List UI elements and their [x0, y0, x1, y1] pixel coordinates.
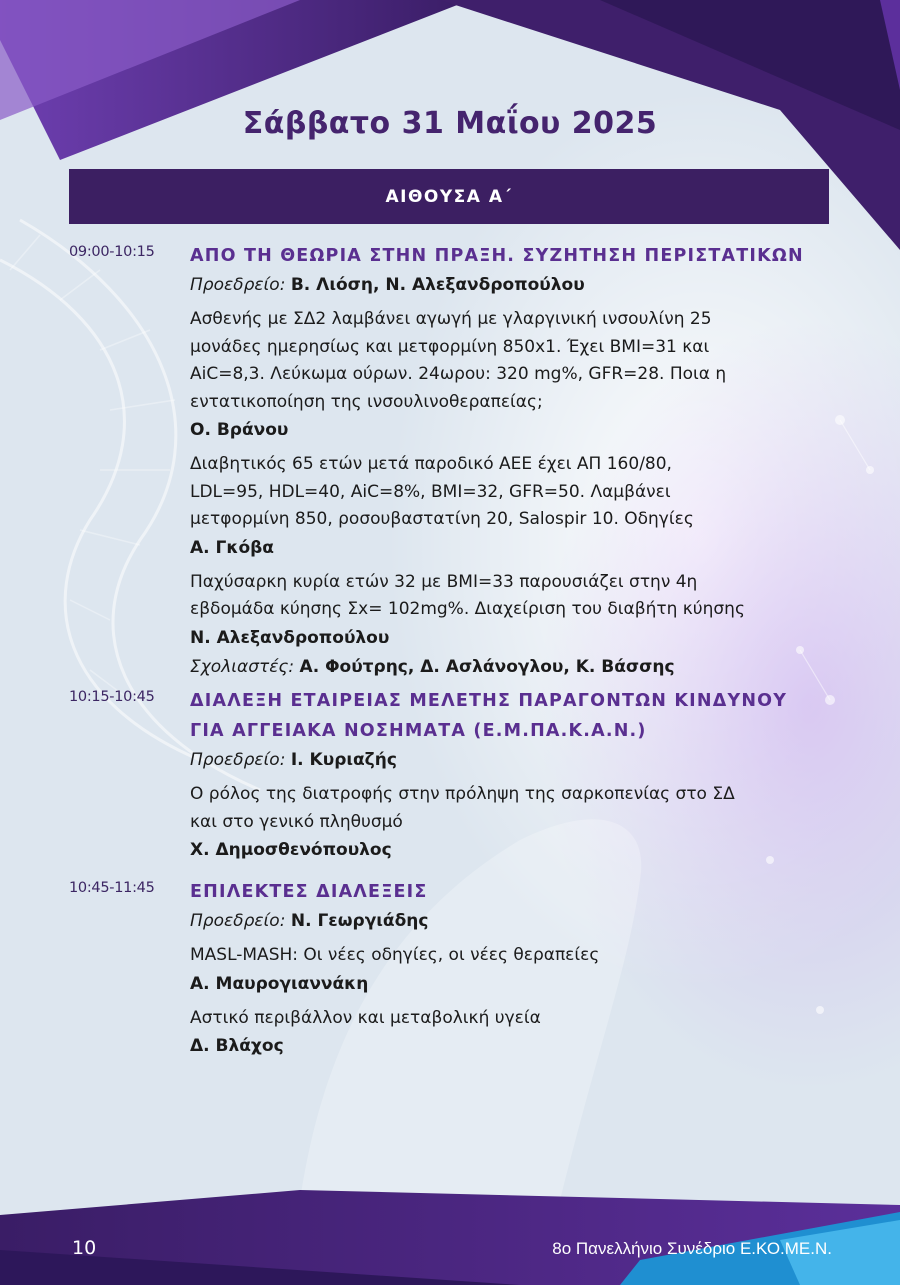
- chair-line: [190, 746, 835, 775]
- commentators-label: Σχολιαστές:: [190, 656, 295, 677]
- hall-label: ΑΙΘΟΥΣΑ Α΄: [385, 186, 513, 207]
- talk-line: εντατικοποίηση της ινσουλινοθεραπείας;: [190, 391, 543, 412]
- session-1: [69, 241, 839, 682]
- session-time: 10:15-10:45: [69, 689, 155, 705]
- footer-conference-name: 8ο Πανελλήνιο Συνέδριο Ε.ΚΟ.ΜΕ.Ν.: [552, 1239, 832, 1258]
- talk-line: AiC=8,3. Λεύκωμα ούρων. 24ωρου: 320 mg%, GFR=28. Ποια η: [190, 364, 727, 384]
- chair-label: Προεδρείο:: [190, 750, 286, 770]
- talk-title: [190, 1005, 835, 1033]
- chair-line: [190, 907, 835, 936]
- session-title-line: ΓΙΑ ΑΓΓΕΙΑΚΑ ΝΟΣΗΜΑΤΑ (Ε.Μ.ΠΑ.Κ.Α.Ν.): [190, 721, 647, 741]
- chair-names: Ι. Κυριαζής: [290, 750, 397, 770]
- talk-line: και στο γενικό πληθυσμό: [190, 811, 403, 832]
- talk-title: [190, 451, 835, 534]
- speaker-name: Δ. Βλάχος: [190, 1036, 284, 1056]
- talk-line: μετφορμίνη 850, ροσουβαστατίνη 20, Salospir 10. Οδηγίες: [190, 509, 694, 529]
- talk-line: MASL-MASH: Οι νέες οδηγίες, οι νέες θεραπείες: [190, 945, 600, 965]
- talk-line: Ασθενής με ΣΔ2 λαμβάνει αγωγή με γλαργινική ινσουλίνη 25: [190, 309, 712, 329]
- speaker-name: Ο. Βράνου: [190, 420, 289, 440]
- talk-title: [190, 306, 835, 416]
- talk-line: LDL=95, HDL=40, AiC=8%, BMI=32, GFR=50. Λαμβάνει: [190, 481, 671, 502]
- talk-line: μονάδες ημερησίως και μετφορμίνη 850x1. Έχει ΒΜΙ=31 και: [190, 336, 710, 357]
- speaker-name: Α. Γκόβα: [190, 537, 274, 558]
- session-time: 10:45-11:45: [69, 880, 155, 896]
- commentators-line: [190, 653, 835, 682]
- speaker-name: Ν. Αλεξανδροπούλου: [190, 627, 390, 648]
- chair-label: Προεδρείο:: [190, 275, 286, 295]
- session-content: [190, 877, 835, 1061]
- session-time: 09:00-10:15: [69, 244, 155, 260]
- session-2: [69, 686, 839, 865]
- chair-label: Προεδρείο:: [190, 911, 286, 931]
- chair-names: Β. Λιόση, Ν. Αλεξανδροπούλου: [290, 275, 585, 295]
- talk-line: Παχύσαρκη κυρία ετών 32 με ΒΜΙ=33 παρουσιάζει στην 4η: [190, 571, 698, 592]
- session-title-line: ΔΙΑΛΕΞΗ ΕΤΑΙΡΕΙΑΣ ΜΕΛΕΤΗΣ ΠΑΡΑΓΟΝΤΩΝ ΚΙΝΔΥΝΟΥ: [190, 691, 788, 711]
- session-title: ΕΠΙΛΕΚΤΕΣ ΔΙΑΛΕΞΕΙΣ: [190, 882, 428, 902]
- hall-banner: [69, 169, 829, 224]
- chair-names: Ν. Γεωργιάδης: [290, 911, 429, 931]
- speaker-name: Α. Μαυρογιαννάκη: [190, 973, 369, 994]
- session-content: [190, 241, 835, 682]
- commentators-names: Α. Φούτρης, Δ. Ασλάνογλου, Κ. Βάσσης: [299, 656, 675, 677]
- talk-title: [190, 942, 835, 970]
- session-title: ΑΠΟ ΤΗ ΘΕΩΡΙΑ ΣΤΗΝ ΠΡΑΞΗ. ΣΥΖΗΤΗΣΗ ΠΕΡΙΣΤΑΤΙΚΩΝ: [190, 246, 804, 266]
- talk-title: [190, 781, 835, 836]
- talk-line: Ο ρόλος της διατροφής στην πρόληψη της σαρκοπενίας στο ΣΔ: [190, 784, 735, 804]
- talk-line: εβδομάδα κύησης Σx= 102mg%. Διαχείριση του διαβήτη κύησης: [190, 599, 745, 619]
- talk-line: Διαβητικός 65 ετών μετά παροδικό ΑΕΕ έχει ΑΠ 160/80,: [190, 454, 672, 474]
- chair-line: [190, 271, 835, 300]
- talk-line: Αστικό περιβάλλον και μεταβολική υγεία: [190, 1007, 541, 1028]
- speaker-name: Χ. Δημοσθενόπουλος: [190, 840, 392, 860]
- page-number: 10: [72, 1237, 97, 1259]
- day-title: Σάββατο 31 Μαΐου 2025: [242, 106, 658, 141]
- session-content: [190, 686, 835, 865]
- talk-title: [190, 569, 835, 624]
- session-3: [69, 877, 839, 1061]
